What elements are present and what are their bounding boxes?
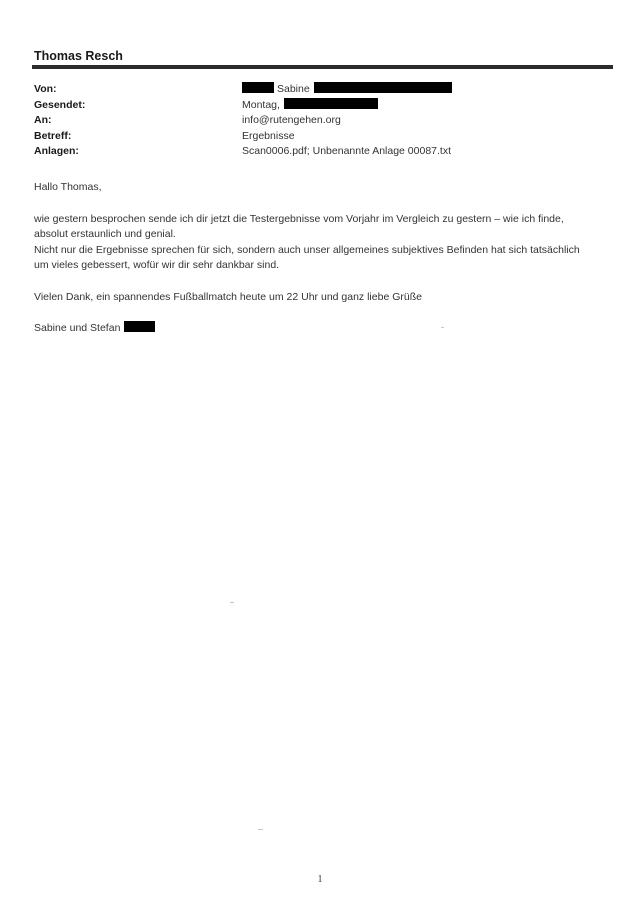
header-row-to [34,113,594,129]
header-label-to: An: [34,114,52,126]
header-label-sent: Gesendet: [34,98,86,111]
sender-name: Thomas Resch [34,49,123,63]
body-line: um vieles gebessert, wofür wir dir sehr dankbar sind. [34,259,280,271]
sent-weekday: Montag, [242,98,280,111]
header-rule [32,65,613,69]
signature-names: Sabine und Stefan [34,322,121,334]
redaction-bar [124,321,155,332]
email-body [34,180,614,337]
greeting: Hallo Thomas, [34,181,102,193]
header-value-sent [242,98,378,114]
scan-speck [258,829,263,830]
page-number: 1 [317,874,323,885]
email-headers [34,82,594,160]
header-row-from [34,82,594,98]
header-row-subject [34,129,594,145]
signature [34,321,614,337]
header-value-from [242,82,452,98]
header-value-attachments: Scan0006.pdf; Unbenannte Anlage 00087.txt [242,145,452,157]
redaction-bar [284,98,378,109]
scan-speck [230,602,234,603]
header-value-subject: Ergebnisse [242,129,295,142]
header-value-to: info@rutengehen.org [242,114,341,126]
scan-speck [441,327,444,328]
header-row-attachments [34,144,594,160]
redaction-bar [314,82,452,93]
header-row-sent [34,98,594,114]
body-line: Nicht nur die Ergebnisse sprechen für sich, sondern auch unser allgemeines subjektives Befinden hat sich tatsächlich [34,243,580,256]
body-line: wie gestern besprochen sende ich dir jetzt die Testergebnisse vom Vorjahr im Vergleich zu gestern – wie ich finde, [34,212,564,225]
header-label-attachments: Anlagen: [34,145,79,157]
header-label-subject: Betreff: [34,129,72,142]
redaction-bar [242,82,274,93]
body-line: absolut erstaunlich und genial. [34,228,176,240]
header-label-from: Von: [34,83,57,95]
from-first-name: Sabine [277,83,310,95]
closing-line: Vielen Dank, ein spannendes Fußballmatch heute um 22 Uhr und ganz liebe Grüße [34,290,422,303]
